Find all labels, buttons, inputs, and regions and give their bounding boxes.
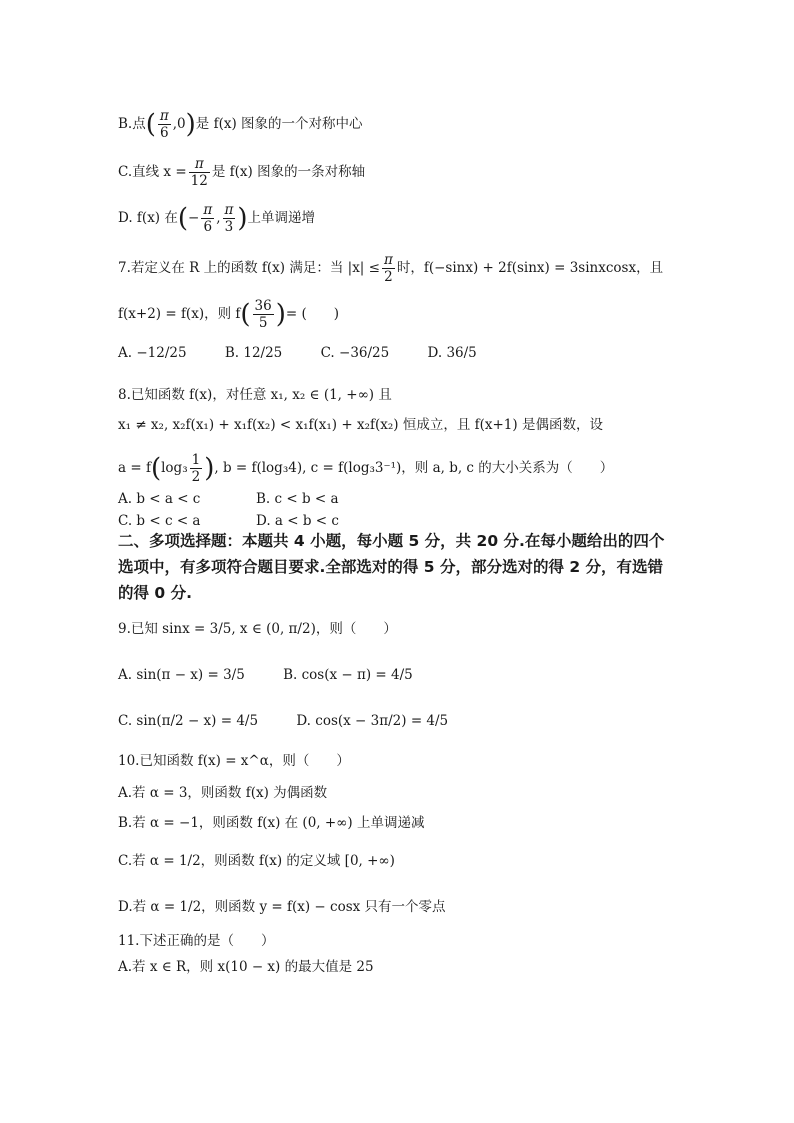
q9-option-a: A. sin(π − x) = 3/5 — [118, 667, 245, 683]
q8-option-b: B. c < b < a — [256, 491, 339, 507]
q8-stem: 8.已知函数 f(x)，对任意 x₁, x₂ ∈ (1, +∞) 且 — [118, 387, 392, 403]
q9-options-row1 — [118, 666, 447, 684]
q10-stem: 10.已知函数 f(x) = x^α，则（ ） — [118, 753, 350, 769]
q10-option-d: D.若 α = 1/2，则函数 y = f(x) − cosx 只有一个零点 — [118, 899, 446, 915]
q10-option-c: C.若 α = 1/2，则函数 f(x) 的定义域 [0, +∞) — [118, 853, 395, 869]
q7-option-b: B. 12/25 — [224, 345, 283, 361]
q7-option-c: C. −36/25 — [320, 345, 390, 361]
q10-option-a: A.若 α = 3，则函数 f(x) 为偶函数 — [118, 785, 328, 801]
q11-option-a: A.若 x ∈ R，则 x(10 − x) 的最大值是 25 — [118, 959, 374, 975]
q9-option-b: B. cos(x − π) = 4/5 — [283, 667, 413, 683]
q7-option-d: D. 36/5 — [427, 345, 477, 361]
q7-stem-line2: f(x+2) = f(x)，则 f( $\frac{36}{5}$ )= ( ) — [118, 298, 340, 331]
q11-stem: 11.下述正确的是（ ） — [118, 933, 275, 949]
q9-options-row2 — [118, 712, 482, 730]
q6-option-d: D. f(x) 在(− $\frac{\pi}{6}$ , $\frac{\pi}{3}$ )上单调递增 — [118, 202, 316, 235]
q10-option-b: B.若 α = −1，则函数 f(x) 在 (0, +∞) 上单调递减 — [118, 815, 425, 831]
q6-option-c: C.直线 x = $\frac{\pi}{12}$ 是 f(x) 图象的一条对称轴 — [118, 156, 366, 189]
section-2-heading: 二、多项选择题：本题共 4 小题，每小题 5 分，共 20 分.在每小题给出的四个选项中，有多项符合题目要求.全部选对的得 5 分，部分选对的得 2 分，有选错的得 0 分. — [118, 532, 665, 602]
q9-option-c: C. sin(π/2 − x) = 4/5 — [118, 713, 259, 729]
q7-stem: 7.若定义在 R 上的函数 f(x) 满足：当 |x| ≤ $\frac{\pi}{2}$ 时，f(−sinx) + 2f(sinx) = 3sinxcosx，且 — [118, 252, 664, 285]
q8-options-row1 — [118, 490, 373, 508]
q6-option-b: B.点( $\frac{\pi}{6}$ ,0)是 f(x) 图象的一个对称中心 — [118, 108, 363, 141]
q9-option-d: D. cos(x − 3π/2) = 4/5 — [296, 713, 449, 729]
q9-stem: 9.已知 sinx = 3/5, x ∈ (0, π/2)，则（ ） — [118, 621, 397, 637]
q8-stem-line2: x₁ ≠ x₂, x₂f(x₁) + x₁f(x₂) < x₁f(x₁) + x₂f(x₂) 恒成立，且 f(x+1) 是偶函数，设 — [118, 417, 603, 433]
q8-option-a: A. b < a < c — [118, 491, 201, 507]
q8-option-c: C. b < c < a — [118, 513, 201, 529]
q7-option-a: A. −12/25 — [118, 345, 187, 361]
q8-stem-line3: a = f(log₃ $\frac{1}{2}$ ), b = f(log₃4), c = f(log₃3⁻¹)，则 a, b, c 的大小关系为（ ） — [118, 452, 614, 485]
q8-option-d: D. a < b < c — [256, 513, 339, 529]
q7-options — [118, 344, 511, 362]
